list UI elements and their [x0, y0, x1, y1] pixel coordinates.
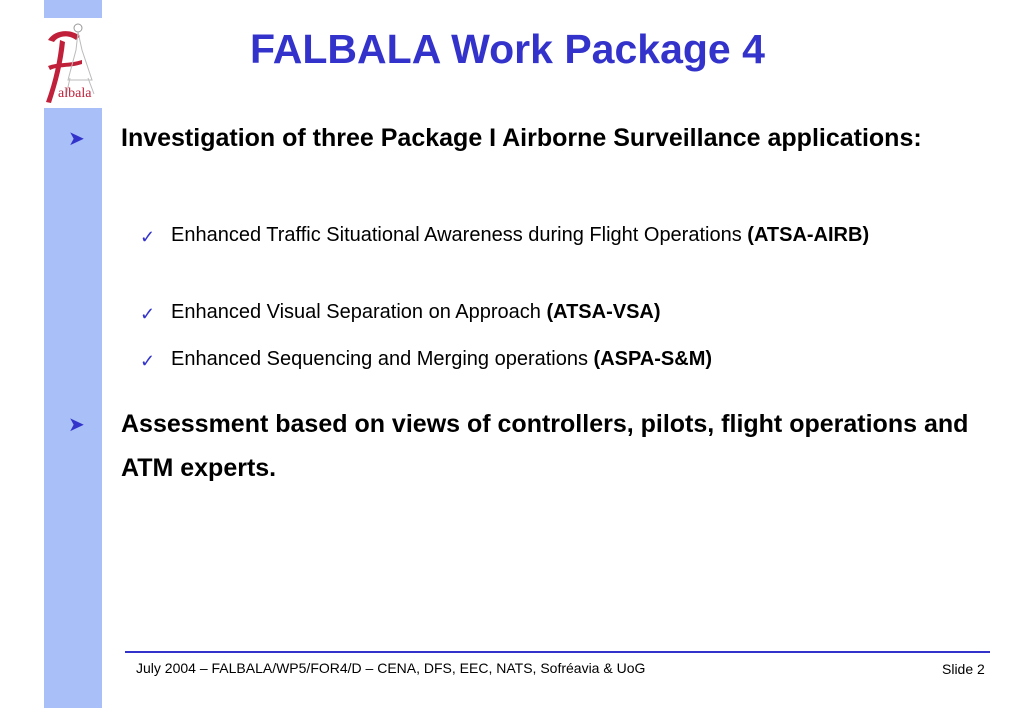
bullet-2-text: Assessment based on views of controllers, pilots, flight operations and ATM experts. — [121, 410, 969, 482]
subitem-2-code: (ATSA-VSA) — [546, 301, 661, 323]
checkmark-icon: ✓ — [140, 351, 156, 371]
slide-number: Slide 2 — [942, 661, 985, 677]
checkmark-icon: ✓ — [140, 227, 156, 247]
subitem-1-text: Enhanced Traffic Situational Awareness during Flight Operations — [171, 224, 748, 246]
footer-divider — [125, 651, 990, 653]
logo-text: albala — [58, 86, 92, 101]
checkmark-icon: ✓ — [140, 304, 156, 324]
bullet-1-text: Investigation of three Package I Airborne Surveillance applications: — [121, 124, 922, 152]
subitem-3-code: (ASPA-S&M) — [593, 348, 713, 370]
subitem-3-text: Enhanced Sequencing and Merging operations — [171, 348, 594, 370]
arrow-bullet-icon: ➤ — [68, 128, 85, 150]
subitem-2-text: Enhanced Visual Separation on Approach — [171, 301, 547, 323]
subitem-1 — [171, 220, 1021, 250]
arrow-bullet-icon: ➤ — [68, 414, 85, 436]
subitem-3 — [171, 344, 1021, 374]
subitem-1-code: (ATSA-AIRB) — [747, 224, 870, 246]
slide-title: FALBALA Work Package 4 — [250, 26, 765, 72]
footer-text: July 2004 – FALBALA/WP5/FOR4/D – CENA, DFS, EEC, NATS, Sofréavia & UoG — [136, 660, 646, 676]
subitem-2 — [171, 297, 1021, 327]
